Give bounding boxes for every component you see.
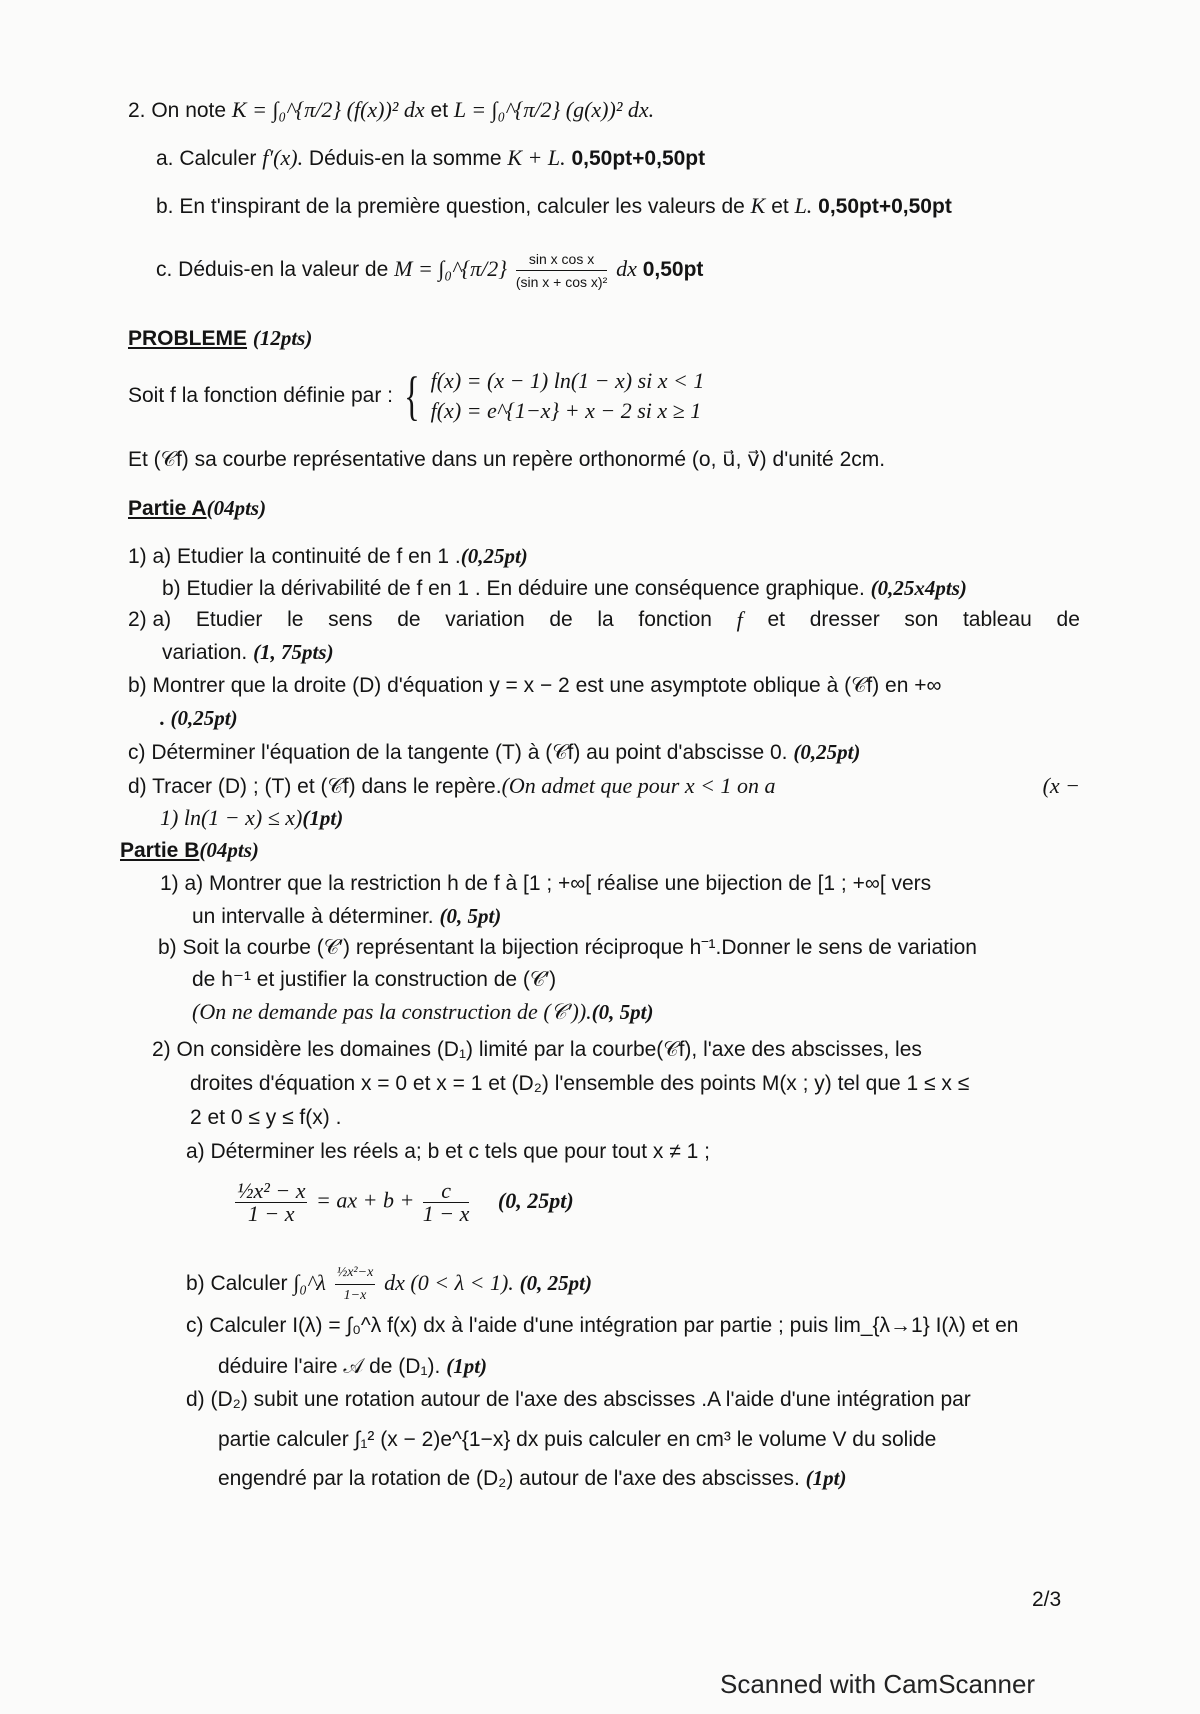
partie-a-2b-points: . (0,25pt) bbox=[160, 706, 238, 730]
partie-a-1b: b) Etudier la dérivabilité de f en 1 . En déduire une conséquence graphique. (0,25x4pts) bbox=[162, 576, 967, 600]
k-integral: K = ∫₀^{π/2} (f(x))² dx bbox=[231, 97, 425, 122]
function-definition: Soit f la fonction définie par : { f(x) = (x − 1) ln(1 − x) si x < 1 f(x) = e^{1−x} + x − 2 si x ≥ 1 bbox=[128, 366, 705, 426]
page-number: 2/3 bbox=[1032, 1588, 1062, 1611]
partie-b-2c-cont: déduire l'aire 𝒜 de (D₁). (1pt) bbox=[218, 1354, 488, 1378]
partie-b-heading: Partie B(04pts) bbox=[120, 838, 259, 862]
partie-b-2d-cont2: engendré par la rotation de (D₂) autour de l'axe des abscisses. (1pt) bbox=[218, 1466, 847, 1490]
partie-a-2b: b) Montrer que la droite (D) d'équation y = x − 2 est une asymptote oblique à (𝒞f) en +∞ bbox=[128, 674, 942, 697]
partie-b-2-cont2: 2 et 0 ≤ y ≤ f(x) . bbox=[190, 1106, 342, 1129]
partie-b-1b: b) Soit la courbe (𝒞′) représentant la bijection réciproque h⁻¹.Donner le sens de variation bbox=[158, 936, 977, 959]
partie-a-1a: 1) a) Etudier la continuité de f en 1 .(0,25pt) bbox=[128, 544, 528, 568]
q2-c-points: 0,50pt bbox=[642, 258, 704, 282]
partie-a-2a-cont: variation. (1, 75pts) bbox=[162, 640, 334, 664]
partie-b-1a-cont: un intervalle à déterminer. (0, 5pt) bbox=[192, 904, 502, 928]
partie-b-1b-cont: de h⁻¹ et justifier la construction de (𝒞′) bbox=[192, 968, 557, 991]
rhs-fraction: $\frac{c}{1 - x}$ bbox=[422, 1178, 470, 1226]
q2-a: a. Calculer f′(x). Déduis-en la somme K + L. 0,50pt+0,50pt bbox=[156, 145, 706, 170]
brace-symbol: { bbox=[404, 366, 420, 426]
partie-b-2d: d) (D₂) subit une rotation autour de l'axe des abscisses .A l'aide d'une intégration par bbox=[186, 1388, 971, 1411]
partie-a-heading: Partie A(04pts) bbox=[128, 496, 267, 520]
piecewise-cases: f(x) = (x − 1) ln(1 − x) si x < 1 f(x) = e^{1−x} + x − 2 si x ≥ 1 bbox=[430, 368, 705, 423]
partie-b-2b: b) Calculer ∫₀^λ $\frac{\text{½x²−x}}{1-x}$ dx (0 < λ < 1). (0, 25pt) bbox=[186, 1262, 592, 1307]
partie-b-1a: 1) a) Montrer que la restriction h de f à [1 ; +∞[ réalise une bijection de [1 ; +∞[ vers bbox=[160, 872, 932, 895]
q2-c: c. Déduis-en la valeur de M = ∫₀^{π/2} $\frac{\text{sin x cos x}}{\text{(sin x + cos x)²}}$ dx 0,50pt bbox=[156, 248, 703, 293]
q2-b-points: 0,50pt+0,50pt bbox=[818, 195, 952, 218]
scanner-watermark: Scanned with CamScanner bbox=[720, 1669, 1036, 1699]
partie-a-2d: d) Tracer (D) ; (T) et (𝒞f) dans le repère.(On admet que pour x < 1 on a (x − bbox=[128, 773, 1080, 798]
curve-definition: Et (𝒞f) sa courbe représentative dans un repère orthonormé (o, u⃗, v⃗) d'unité 2cm. bbox=[128, 448, 886, 471]
l-integral: L = ∫₀^{π/2} (g(x))² dx. bbox=[453, 97, 655, 122]
probleme-heading: PROBLEME (12pts) bbox=[128, 326, 313, 350]
partie-b-2: 2) On considère les domaines (D₁) limité par la courbe(𝒞f), l'axe des abscisses, les bbox=[152, 1038, 922, 1061]
lhs-fraction: $\frac{\text{½x² − x}}{1 - x}$ bbox=[237, 1178, 306, 1226]
partie-b-2c: c) Calculer I(λ) = ∫₀^λ f(x) dx à l'aide d'une intégration par partie ; puis lim_{λ→1} I(λ) et en bbox=[186, 1314, 1019, 1337]
q2-b: b. En t'inspirant de la première question, calculer les valeurs de K et L. 0,50pt+0,50pt bbox=[156, 193, 952, 218]
partie-b-2a: a) Déterminer les réels a; b et c tels que pour tout x ≠ 1 ; bbox=[186, 1140, 710, 1163]
partie-b-1b-note: (On ne demande pas la construction de (𝒞′)).(0, 5pt) bbox=[192, 999, 654, 1024]
partie-b-2a-equation: $\frac{\text{½x² − x}}{1 - x}$ = ax + b + $\frac{c}{1 - x}$ (0, 25pt) bbox=[237, 1178, 574, 1226]
q2-intro: 2. On note K = ∫₀^{π/2} (f(x))² dx et L = ∫₀^{π/2} (g(x))² dx. bbox=[128, 97, 655, 122]
partie-b-2-cont1: droites d'équation x = 0 et x = 1 et (D₂) l'ensemble des points M(x ; y) tel que 1 ≤ x ≤ bbox=[190, 1072, 970, 1095]
b-integrand-fraction: $\frac{\text{½x²−x}}{1-x}$ bbox=[335, 1262, 376, 1307]
partie-a-2d-cont: 1) ln(1 − x) ≤ x)(1pt) bbox=[160, 805, 344, 830]
q2-a-points: 0,50pt+0,50pt bbox=[571, 147, 706, 170]
m-fraction: $\frac{\text{sin x cos x}}{\text{(sin x + cos x)²}}$ bbox=[516, 248, 607, 293]
partie-a-2a: 2) a) Etudier le sens de variation de la fonction f et dresser son tableau de bbox=[128, 607, 1080, 632]
partie-b-2d-cont: partie calculer ∫₁² (x − 2)e^{1−x} dx puis calculer en cm³ le volume V du solide bbox=[218, 1428, 937, 1451]
partie-a-2c: c) Déterminer l'équation de la tangente (T) à (𝒞f) au point d'abscisse 0. (0,25pt) bbox=[128, 740, 861, 764]
